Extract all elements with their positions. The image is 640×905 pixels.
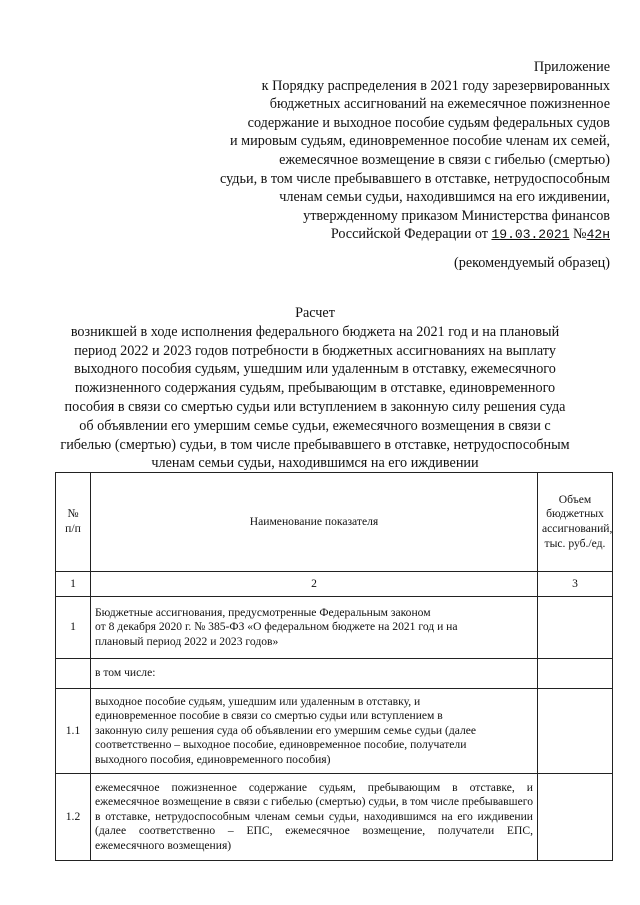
table-row <box>56 689 613 774</box>
row-name-line: в том числе: <box>95 666 156 680</box>
column-number-cell: 1 <box>56 572 91 597</box>
heading-line: возникшей в ходе исполнения федерального бюджета на 2021 год и на плановый <box>70 323 560 340</box>
order-line-prefix: Российской Федерации от <box>330 226 488 243</box>
heading-line: об объявлении его умершим семье судьи, ежемесячного возмещения в связи с <box>79 417 551 434</box>
header-number-label: п/п <box>65 522 81 535</box>
calculation-table <box>55 472 613 861</box>
appendix-line: бюджетных ассигнований на ежемесячное пожизненное <box>269 96 610 113</box>
appendix-line: ежемесячное возмещение в связи с гибелью (смертью) <box>279 151 610 168</box>
appendix-title: Приложение <box>533 59 610 75</box>
appendix-block <box>140 58 610 245</box>
heading-line: членам семьи судьи, находившимся на его иждивении <box>151 455 479 472</box>
appendix-line: к Порядку распределения в 2021 году зарезервированных <box>261 77 610 94</box>
appendix-line: утвержденному приказом Министерства финансов <box>303 207 610 224</box>
table-header-row <box>56 473 613 572</box>
table-row <box>56 659 613 689</box>
table-row <box>56 774 613 861</box>
row-number-cell: 1.1 <box>56 689 91 774</box>
column-number-row <box>56 572 613 597</box>
row-number-cell <box>56 659 91 689</box>
appendix-line: и мировым судьям, единовременное пособие членам их семей, <box>230 133 610 150</box>
header-volume-cell <box>538 473 613 572</box>
sample-note: (рекомендуемый образец) <box>454 255 610 271</box>
column-number-cell: 3 <box>538 572 613 597</box>
row-value-cell <box>538 689 613 774</box>
order-date: 19.03.2021 <box>491 227 570 243</box>
heading-line: пожизненного содержания судьям, пребывающим в отставке, единовременного <box>74 380 556 397</box>
order-number-sign: № <box>573 226 587 243</box>
row-name-line: выходное пособие судьям, ушедшим или удаленным в отставку, и <box>95 694 421 708</box>
row-name-line: от 8 декабря 2020 г. № 385-ФЗ «О федеральном бюджете на 2021 год и на <box>95 620 458 634</box>
header-volume-line: Объем <box>558 492 592 506</box>
appendix-line: членам семьи судьи, находившимся на его иждивении, <box>279 189 610 206</box>
row-value-cell <box>538 659 613 689</box>
table-row <box>56 597 613 659</box>
appendix-line: судьи, в том числе пребывавшего в отставке, нетрудоспособным <box>219 170 610 187</box>
heading-line: период 2022 и 2023 годов потребности в бюджетных ассигнованиях на выплату <box>74 342 556 359</box>
heading-line: гибелью (смертью) судьи, в том числе пребывавшего в отставке, нетрудоспособным <box>60 436 570 453</box>
document-heading <box>60 304 570 473</box>
row-name-line: плановый период 2022 и 2023 годов» <box>95 634 279 648</box>
heading-line: пособия в связи со смертью судьи или вступлением в законную силу решения суда <box>64 398 566 415</box>
appendix-order-line <box>140 225 610 245</box>
order-number: 42н <box>586 227 610 243</box>
heading-line: выходного пособия судьям, ушедшим или удаленным в отставку, ежемесячного <box>74 361 556 378</box>
row-name-cell <box>91 689 538 774</box>
row-number-cell: 1 <box>56 597 91 659</box>
row-name-line: единовременное пособие в связи со смертью судьи или вступлением в <box>95 709 443 723</box>
row-number-cell: 1.2 <box>56 774 91 861</box>
row-name-cell <box>91 659 538 689</box>
row-name-cell <box>91 597 538 659</box>
header-volume-line: бюджетных <box>546 507 604 521</box>
appendix-line: содержание и выходное пособие судьям федеральных судов <box>247 114 610 131</box>
header-volume-line: тыс. руб./ед. <box>544 536 606 550</box>
header-volume-line: ассигнований, <box>542 522 613 535</box>
row-name-line: выходного пособия, единовременного пособия) <box>95 752 331 766</box>
row-value-cell <box>538 774 613 861</box>
heading-title: Расчет <box>295 305 335 321</box>
header-name-cell: Наименование показателя <box>91 473 538 572</box>
row-name-line: Бюджетные ассигнования, предусмотренные Федеральным законом <box>95 605 431 619</box>
row-name-line: законную силу решения суда об объявлении его умершим семье судьи (далее <box>95 723 477 737</box>
column-number-cell: 2 <box>91 572 538 597</box>
row-name-line: соответственно – выходное пособие, единовременное пособие, получатели <box>95 738 467 752</box>
row-name-cell: ежемесячное пожизненное содержание судьям, пребывающим в отставке, и ежемесячное возмещение в связи с гибелью (смертью) судьи, в том числе пребывавшего в отставке, нетрудоспособным членам семьи судьи, находившимся на его иждивении (далее соответственно – ЕПС, ежемесячное возмещение, получатели ЕПС, ежемесячного возмещения) <box>91 774 538 861</box>
header-number-sign: № <box>67 507 79 521</box>
header-number-cell <box>56 473 91 572</box>
row-value-cell <box>538 597 613 659</box>
